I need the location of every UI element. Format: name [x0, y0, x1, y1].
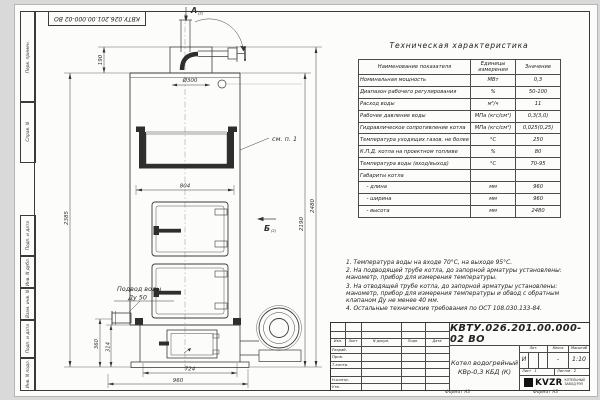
spec-row: [359, 170, 561, 182]
dim-label-724: 724: [184, 366, 196, 373]
dim-label-300: Ø300: [182, 78, 198, 84]
spec-value: 0,025(0,25): [516, 122, 561, 134]
spec-value: 250: [516, 134, 561, 146]
dim-2480: [212, 47, 322, 367]
spec-table: [358, 59, 561, 218]
spec-units: %: [471, 86, 516, 98]
dim-label-2480: 2480: [310, 199, 316, 213]
title-block: [330, 322, 590, 391]
spec-value: 70-95: [516, 158, 561, 170]
margin-label: Инв. N дубл.: [25, 257, 31, 287]
spec-value: 0,3: [516, 75, 561, 87]
dim-label-960: 960: [172, 377, 184, 384]
stamp-mass-value: -: [556, 356, 560, 363]
stamp-scale-label: Масштаб: [570, 346, 588, 350]
lower-door: [152, 264, 228, 318]
stamp-col-izm: Изм.: [333, 338, 343, 343]
spec-name: Гидравлическое сопротивление котла: [359, 122, 471, 134]
stamp-product-name: [450, 345, 519, 390]
spec-units: м³/ч: [471, 98, 516, 110]
spec-row: [359, 146, 561, 158]
logo-mark-icon: [524, 378, 533, 387]
format-label-right: Формат А3: [533, 390, 559, 395]
spec-units: °С: [471, 134, 516, 146]
stamp-row-nkontr: Н.контр.: [332, 376, 349, 382]
spec-row: [359, 134, 561, 146]
margin-label: Инв. N подл.: [25, 359, 31, 389]
factory-logo: [520, 375, 589, 390]
stamp-grid-line: [425, 323, 426, 390]
view-b-arrow: [257, 217, 276, 221]
spec-value: 80: [516, 146, 561, 158]
sheet-value: 1: [534, 369, 537, 373]
stamp-grid-line: [331, 331, 449, 332]
dim-label-314: 314: [105, 341, 112, 353]
spec-name: Габариты котла: [359, 170, 471, 182]
blower-fan: [240, 306, 302, 362]
logo-subtext-line1: КОТЕЛЬНЫЙ: [564, 377, 585, 382]
spec-value: 50-100: [516, 86, 561, 98]
logo-text: KVZR: [535, 377, 563, 388]
water-inlet-label-1: Подвод воды: [117, 285, 162, 293]
dim-label-2190: 2190: [299, 217, 305, 231]
spec-row: [359, 110, 561, 122]
spec-row: [359, 122, 561, 134]
callout-leader: [240, 138, 269, 150]
dim-label-804: 804: [179, 183, 191, 190]
dim-300: [172, 84, 210, 87]
stamp-grid-line: [520, 352, 589, 353]
spec-value: 960: [516, 182, 561, 194]
spec-name: Температура воды (вход/выход): [359, 158, 471, 170]
margin-label: Подп. и дата: [25, 324, 31, 354]
stamp-row-razrab: Разраб.: [332, 346, 347, 352]
spec-row: [359, 98, 561, 110]
dim-190: [98, 47, 170, 73]
note-3: 3. На отводящей трубе котла, до запорной арматуры установлены: манометр, прибор для измерения температуры и обвод с обратным клапаном Ду не менее 40 мм.: [346, 283, 560, 305]
spec-value: 11: [516, 98, 561, 110]
spec-units: мм: [471, 182, 516, 194]
smoke-box: [170, 47, 228, 73]
sensor-port: [218, 80, 302, 88]
stamp-grid-line: [361, 323, 362, 390]
view-b-ref: (2): [271, 229, 277, 233]
spec-value: 2480: [516, 205, 561, 217]
note-2: 2. На подводящей трубе котла, до запорной арматуры установлены: манометр, прибор для измерения температуры.: [346, 268, 562, 282]
margin-label: Перв. примен.: [25, 40, 31, 74]
stamp-col-ndocum: N докум.: [372, 338, 390, 343]
stamp-row-utv: Утв.: [332, 384, 340, 389]
upper-hatch: [136, 127, 237, 169]
spec-value: [516, 170, 561, 182]
stamp-grid-line: [528, 352, 529, 368]
spec-header-row: [359, 60, 561, 75]
spec-row: [359, 158, 561, 170]
margin-label: Взам. инв. N: [25, 290, 31, 318]
note-4: 4. Остальные технические требования по ОСТ 108.030.133-84.: [346, 306, 542, 313]
sheet-label: Лист: [522, 369, 532, 373]
spec-col-value: Значение: [516, 60, 561, 75]
spec-row: [359, 193, 561, 205]
margin-label: Справ. N: [25, 122, 31, 142]
spec-units: [471, 170, 516, 182]
water-inlet-label-2: Ду 50: [128, 293, 147, 302]
view-b-label: Б: [264, 224, 271, 233]
spec-name: - ширина: [359, 193, 471, 205]
product-name-line2: КВр-0,3 КБД (К): [458, 367, 511, 376]
stamp-lit-label: Лит.: [529, 346, 538, 350]
spec-value: 960: [516, 193, 561, 205]
spec-units: МПа (кгс/см²): [471, 110, 516, 122]
stamp-mass-label: Масса: [552, 346, 564, 350]
reference-number: КВТУ.026.201.00.000-02 ВО: [54, 15, 140, 22]
spec-col-units: Единицы измерения: [471, 60, 516, 75]
format-label-left: Формат А3: [445, 390, 471, 395]
logo-subtext-line2: ЗАВОД РЭП: [564, 381, 583, 386]
spec-col-name: Наименование показателя: [359, 60, 471, 75]
spec-name: К.П.Д. котла на проектном топливе: [359, 146, 471, 158]
spec-units: %: [471, 146, 516, 158]
stamp-lit-value: И: [521, 356, 527, 363]
stamp-doc-number: КВТУ.026.201.00.000-02 ВО: [450, 323, 582, 345]
spec-name: Диапазон рабочего регулирования: [359, 86, 471, 98]
stamp-grid-line: [538, 352, 539, 368]
view-a-label: А: [191, 6, 198, 15]
spec-name: Номинальная мощность: [359, 75, 471, 87]
spec-row: [359, 86, 561, 98]
callout-see-note: см. п. 1: [272, 135, 298, 143]
spec-table-title: Техническая характеристика: [389, 41, 529, 50]
spec-name: - длина: [359, 182, 471, 194]
dim-label-360: 360: [94, 338, 100, 350]
spec-row: [359, 205, 561, 217]
spec-name: Рабочее давление воды: [359, 110, 471, 122]
margin-label: Подп. и дата: [25, 221, 31, 251]
spec-name: Температура уходящих газов, не более: [359, 134, 471, 146]
spec-value: 0,3(3,0): [516, 110, 561, 122]
spec-units: мм: [471, 205, 516, 217]
spec-units: МВт: [471, 75, 516, 87]
stamp-row-tkontr: Т.контр.: [332, 361, 349, 367]
logo-subtext: [565, 379, 585, 386]
note-1: 1. Температура воды на входе 70°С, на выходе 95°С.: [346, 260, 513, 266]
spec-units: мм: [471, 193, 516, 205]
upper-door: [152, 202, 228, 256]
spec-row: [359, 75, 561, 87]
sheets-value: 2: [573, 369, 577, 373]
spec-name: - высота: [359, 205, 471, 217]
dim-2190: [240, 73, 322, 367]
stamp-col-data: Дата: [432, 338, 442, 343]
base-ash-chamber: [130, 318, 249, 368]
stamp-grid-line: [401, 323, 402, 390]
stamp-row-prov: Пров.: [332, 354, 344, 359]
technical-notes: [346, 260, 590, 314]
view-a-ref: (2): [198, 11, 204, 16]
spec-row: [359, 182, 561, 194]
spec-name: Расход воды: [359, 98, 471, 110]
dim-label-2385: 2385: [64, 211, 70, 225]
stamp-col-podp: Подп.: [407, 338, 419, 343]
stamp-scale-value: 1:10: [572, 355, 586, 363]
sheets-label: Листов: [557, 369, 571, 373]
dim-label-190: 190: [98, 54, 104, 66]
stamp-col-list: Лист: [348, 338, 358, 343]
spec-units: °С: [471, 158, 516, 170]
product-name-line1: Котел водогрейный: [450, 358, 519, 367]
spec-units: МПа (кгс/см²): [471, 122, 516, 134]
stamp-grid-line: [554, 368, 555, 375]
